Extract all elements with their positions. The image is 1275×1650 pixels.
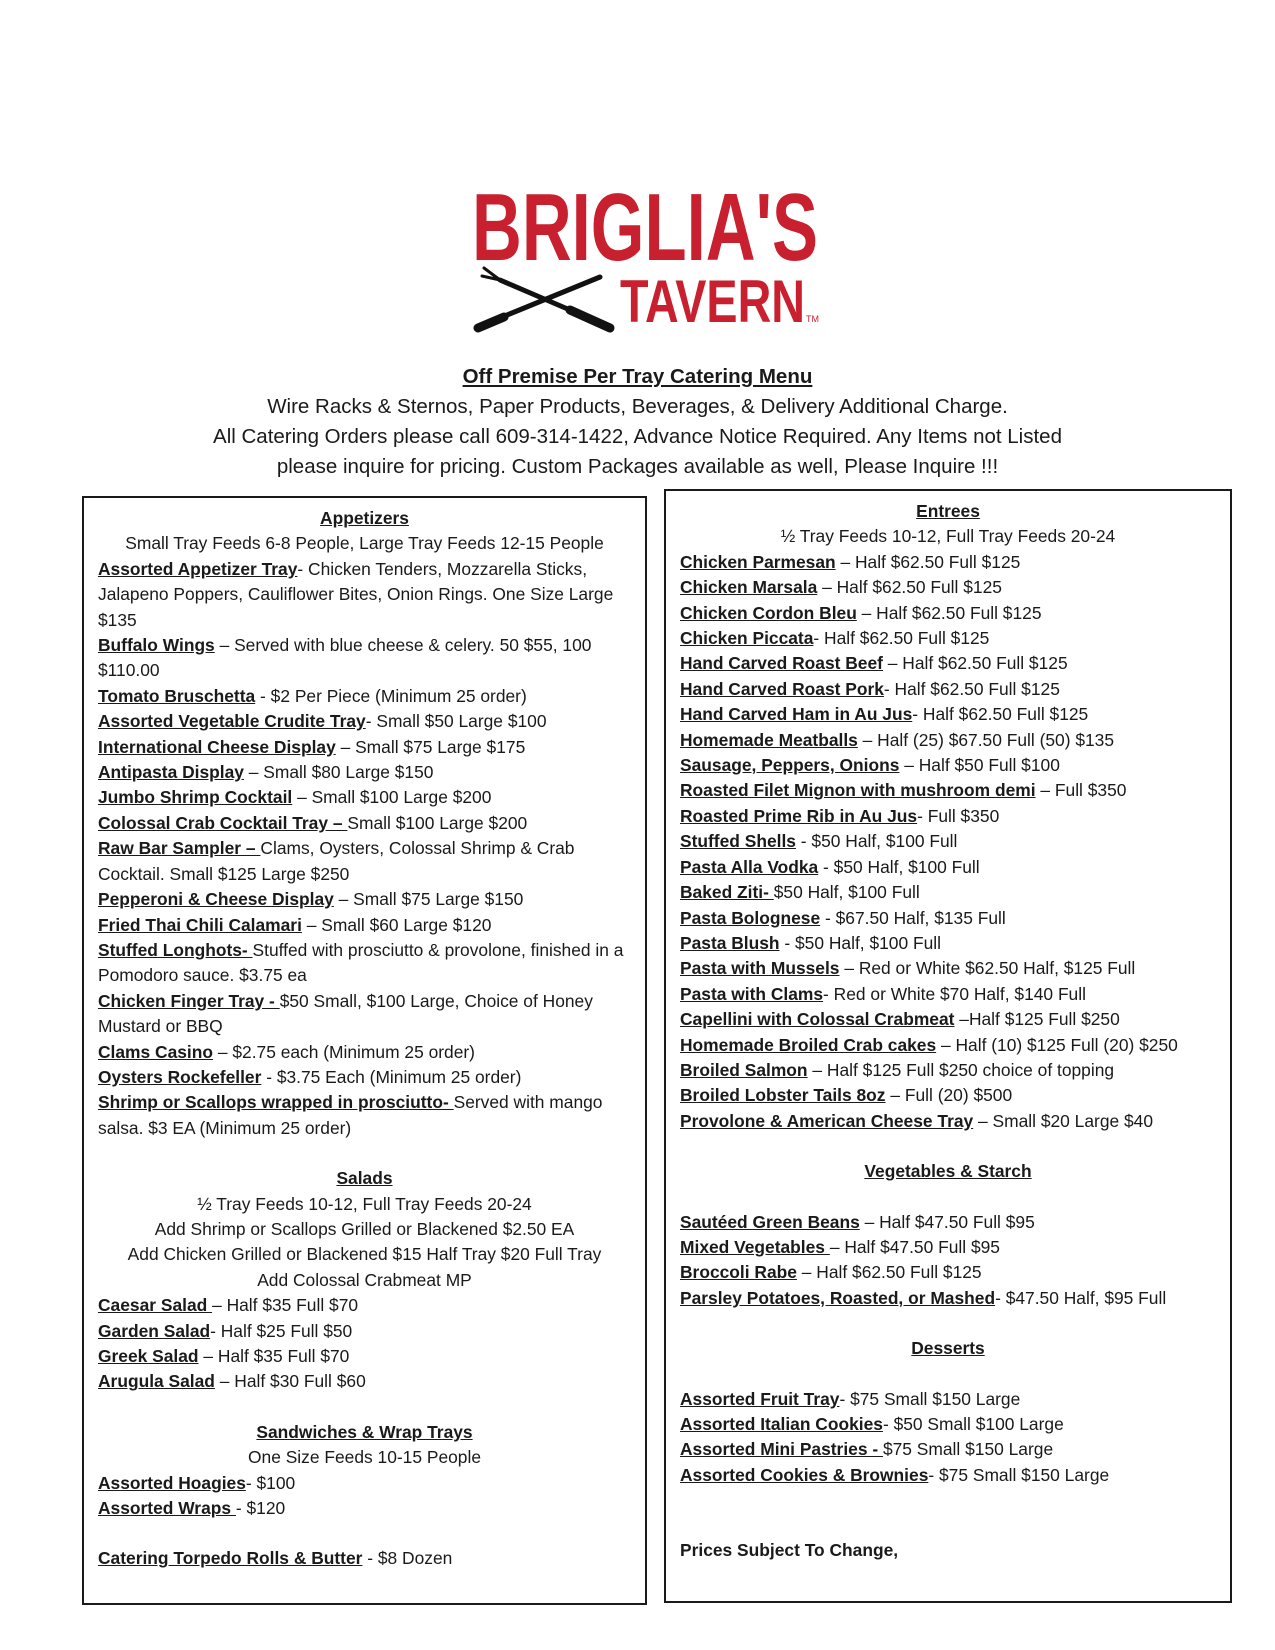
item-desc: – Red or White $62.50 Half, $125 Full bbox=[839, 958, 1136, 979]
item-desc: – Full $350 bbox=[1035, 780, 1127, 801]
list-item bbox=[98, 836, 631, 887]
list-item bbox=[98, 1040, 631, 1065]
item-desc: – Half $35 Full $70 bbox=[212, 1295, 359, 1316]
appetizers-note: Small Tray Feeds 6-8 People, Large Tray Feeds 12-15 People bbox=[125, 533, 604, 554]
list-item bbox=[98, 557, 631, 633]
list-item bbox=[680, 982, 1216, 1007]
vegetables-title: Vegetables & Starch bbox=[864, 1161, 1032, 1182]
logo-name-line2: TAVERN bbox=[620, 268, 805, 335]
item-name: Baked Ziti- bbox=[680, 882, 774, 903]
list-item bbox=[680, 550, 1216, 575]
list-item bbox=[680, 753, 1216, 778]
item-name: Broccoli Rabe bbox=[680, 1262, 797, 1283]
item-desc: - Half $25 Full $50 bbox=[210, 1320, 353, 1341]
item-name: Roasted Filet Mignon with mushroom demi bbox=[680, 780, 1036, 801]
list-item bbox=[680, 1412, 1216, 1437]
item-desc: – Half $62.50 Full $125 bbox=[835, 551, 1021, 572]
item-name: Pasta Blush bbox=[680, 932, 780, 953]
list-item bbox=[680, 1058, 1216, 1083]
sandwiches-title: Sandwiches & Wrap Trays bbox=[256, 1421, 473, 1442]
list-item bbox=[680, 1260, 1216, 1285]
item-desc: – Half $47.50 Full $95 bbox=[859, 1211, 1035, 1232]
list-item bbox=[680, 1083, 1216, 1108]
item-desc: – Small $75 Large $150 bbox=[333, 889, 524, 910]
item-desc: - $67.50 Half, $135 Full bbox=[820, 907, 1006, 928]
item-desc: – Small $80 Large $150 bbox=[243, 762, 434, 783]
item-name: Chicken Parmesan bbox=[680, 551, 836, 572]
item-name: Shrimp or Scallops wrapped in prosciutto- bbox=[98, 1092, 454, 1113]
list-item bbox=[680, 931, 1216, 956]
right-menu-column bbox=[664, 489, 1232, 1603]
logo-name-line1: BRIGLIA'S bbox=[472, 174, 818, 281]
item-desc: – Small $20 Large $40 bbox=[973, 1110, 1154, 1131]
header-line-1: Wire Racks & Sternos, Paper Products, Beverages, & Delivery Additional Charge. bbox=[267, 395, 1008, 418]
entrees-note: ½ Tray Feeds 10-12, Full Tray Feeds 20-24 bbox=[780, 526, 1116, 547]
item-name: Homemade Meatballs bbox=[680, 729, 858, 750]
item-name: Jumbo Shrimp Cocktail bbox=[98, 787, 293, 808]
item-desc: – Served with blue cheese & celery. 50 $55, 100 $110.00 bbox=[98, 635, 592, 681]
item-desc: – Small $60 Large $120 bbox=[301, 914, 492, 935]
item-name: Hand Carved Ham in Au Jus bbox=[680, 704, 913, 725]
item-name: Assorted Appetizer Tray bbox=[98, 558, 298, 579]
item-name: Chicken Piccata bbox=[680, 628, 814, 649]
item-desc: Served with mango salsa. $3 EA (Minimum 25 order) bbox=[98, 1092, 603, 1138]
item-name: International Cheese Display bbox=[98, 736, 336, 757]
item-desc: $50 Small, $100 Large, Choice of Honey Mustard or BBQ bbox=[98, 990, 593, 1037]
list-item bbox=[680, 1463, 1216, 1488]
item-name: Pasta with Mussels bbox=[680, 958, 840, 979]
list-item bbox=[98, 989, 631, 1040]
item-name: Garden Salad bbox=[98, 1320, 211, 1341]
list-item bbox=[98, 1471, 631, 1496]
item-name: Pasta Bolognese bbox=[680, 907, 821, 928]
item-name: Capellini with Colossal Crabmeat bbox=[680, 1009, 955, 1030]
salads-list bbox=[98, 1293, 631, 1395]
list-item bbox=[98, 735, 631, 760]
item-name: Antipasta Display bbox=[98, 762, 244, 783]
list-item bbox=[98, 1369, 631, 1394]
item-name: Pasta Alla Vodka bbox=[680, 856, 819, 877]
list-item bbox=[680, 728, 1216, 753]
item-name: Stuffed Shells bbox=[680, 831, 796, 852]
list-item bbox=[98, 1065, 631, 1090]
item-name: Provolone & American Cheese Tray bbox=[680, 1110, 974, 1131]
item-name: Caesar Salad bbox=[98, 1295, 213, 1316]
item-desc: – Small $75 Large $175 bbox=[335, 736, 526, 757]
list-item bbox=[98, 1546, 631, 1571]
brand-logo bbox=[470, 172, 825, 347]
entrees-list bbox=[680, 550, 1216, 1134]
page-title: Off Premise Per Tray Catering Menu bbox=[462, 365, 813, 388]
item-name: Sausage, Peppers, Onions bbox=[680, 755, 900, 776]
list-item bbox=[680, 778, 1216, 803]
list-item bbox=[680, 651, 1216, 676]
item-desc: Clams, Oysters, Colossal Shrimp & Crab Cocktail. Small $125 Large $250 bbox=[98, 838, 575, 884]
item-desc: - Red or White $70 Half, $140 Full bbox=[823, 983, 1086, 1004]
item-name: Fried Thai Chili Calamari bbox=[98, 914, 302, 935]
list-item bbox=[98, 811, 631, 836]
item-desc: - $50 Half, $100 Full bbox=[818, 856, 980, 877]
item-name: Chicken Cordon Bleu bbox=[680, 602, 857, 623]
item-desc: – Half $62.50 Full $125 bbox=[882, 653, 1068, 674]
item-desc: – Half $47.50 Full $95 bbox=[829, 1236, 1000, 1257]
list-item bbox=[98, 1319, 631, 1344]
list-item bbox=[680, 1033, 1216, 1058]
item-name: Assorted Vegetable Crudite Tray bbox=[98, 711, 366, 732]
item-desc: – Full (20) $500 bbox=[885, 1085, 1013, 1106]
item-desc: - $75 Small $150 Large bbox=[928, 1464, 1110, 1485]
salads-note: ½ Tray Feeds 10-12, Full Tray Feeds 20-24 bbox=[197, 1193, 532, 1214]
item-name: Parsley Potatoes, Roasted, or Mashed bbox=[680, 1287, 996, 1308]
list-item bbox=[680, 855, 1216, 880]
item-desc: $50 Half, $100 Full bbox=[773, 882, 920, 903]
item-name: Tomato Bruschetta bbox=[98, 685, 256, 706]
item-name: Assorted Cookies & Brownies bbox=[680, 1464, 929, 1485]
item-desc: - $50 Small $100 Large bbox=[882, 1414, 1064, 1434]
salads-note: Add Shrimp or Scallops Grilled or Blackened $2.50 EA bbox=[154, 1218, 575, 1239]
list-item bbox=[680, 1210, 1216, 1235]
item-name: Assorted Fruit Tray bbox=[680, 1388, 840, 1409]
item-desc: – Half (25) $67.50 Full (50) $135 bbox=[857, 729, 1115, 750]
list-item bbox=[680, 956, 1216, 981]
item-desc: – Small $100 Large $200 bbox=[292, 787, 492, 808]
list-item bbox=[98, 913, 631, 938]
item-desc: - $75 Small $150 Large bbox=[839, 1388, 1021, 1409]
header-line-2: All Catering Orders please call 609-314-1422, Advance Notice Required. Any Items not Listed bbox=[213, 425, 1062, 448]
list-item bbox=[680, 1007, 1216, 1032]
entrees-title: Entrees bbox=[916, 501, 980, 521]
list-item bbox=[680, 829, 1216, 854]
item-name: Assorted Mini Pastries - bbox=[680, 1439, 883, 1460]
item-desc: - $8 Dozen bbox=[362, 1548, 453, 1569]
item-desc: $75 Small $150 Large bbox=[882, 1439, 1054, 1460]
item-desc: - $100 bbox=[245, 1472, 296, 1493]
list-item bbox=[680, 677, 1216, 702]
salads-note: Add Colossal Crabmeat MP bbox=[257, 1269, 472, 1290]
item-name: Assorted Italian Cookies bbox=[680, 1414, 883, 1434]
item-desc: – Half $50 Full $100 bbox=[899, 755, 1060, 776]
item-desc: – Half $30 Full $60 bbox=[214, 1371, 366, 1392]
item-name: Buffalo Wings bbox=[98, 635, 215, 656]
list-item bbox=[98, 1090, 631, 1141]
item-desc: - Half $62.50 Full $125 bbox=[813, 628, 990, 649]
item-desc: - Half $62.50 Full $125 bbox=[883, 678, 1060, 699]
list-item bbox=[680, 1109, 1216, 1134]
list-item bbox=[98, 684, 631, 709]
appetizers-list bbox=[98, 557, 631, 1141]
list-item bbox=[98, 1496, 631, 1521]
list-item bbox=[680, 1235, 1216, 1260]
list-item bbox=[98, 709, 631, 734]
left-menu-column bbox=[82, 496, 647, 1605]
item-desc: - Full $350 bbox=[917, 805, 1000, 826]
item-name: Broiled Salmon bbox=[680, 1059, 808, 1080]
item-name: Catering Torpedo Rolls & Butter bbox=[98, 1548, 363, 1569]
item-desc: - $120 bbox=[235, 1498, 286, 1519]
item-name: Assorted Wraps bbox=[98, 1498, 236, 1519]
vegetables-list bbox=[680, 1210, 1216, 1312]
item-desc: - $2 Per Piece (Minimum 25 order) bbox=[255, 685, 527, 706]
item-name: Greek Salad bbox=[98, 1346, 199, 1366]
item-name: Arugula Salad bbox=[98, 1371, 215, 1392]
list-item bbox=[98, 1344, 631, 1369]
prices-note: Prices Subject To Change, bbox=[680, 1540, 899, 1561]
list-item bbox=[680, 880, 1216, 905]
sandwiches-note: One Size Feeds 10-15 People bbox=[248, 1447, 481, 1468]
item-name: Oysters Rockefeller bbox=[98, 1066, 262, 1087]
item-name: Hand Carved Roast Beef bbox=[680, 653, 883, 674]
list-item bbox=[98, 887, 631, 912]
desserts-list bbox=[680, 1387, 1216, 1489]
item-name: Broiled Lobster Tails 8oz bbox=[680, 1085, 886, 1106]
item-desc: Small $100 Large $200 bbox=[347, 812, 528, 833]
list-item bbox=[680, 702, 1216, 727]
item-name: Homemade Broiled Crab cakes bbox=[680, 1034, 937, 1055]
menu-header bbox=[120, 362, 1155, 482]
sandwiches-list bbox=[98, 1471, 631, 1522]
list-item bbox=[98, 938, 631, 989]
item-name: Stuffed Longhots- bbox=[98, 939, 253, 960]
item-desc: – Half $35 Full $70 bbox=[198, 1346, 350, 1366]
item-desc: – Half (10) $125 Full (20) $250 bbox=[936, 1034, 1178, 1055]
salads-note: Add Chicken Grilled or Blackened $15 Half Tray $20 Full Tray bbox=[127, 1244, 602, 1265]
list-item bbox=[680, 1286, 1216, 1311]
item-desc: - $50 Half, $100 Full bbox=[779, 932, 941, 953]
appetizers-title: Appetizers bbox=[320, 508, 409, 528]
list-item bbox=[98, 760, 631, 785]
header-line-3: please inquire for pricing. Custom Packages available as well, Please Inquire !!! bbox=[276, 455, 999, 478]
item-name: Raw Bar Sampler – bbox=[98, 838, 261, 859]
item-desc: – Half $125 Full $250 choice of topping bbox=[807, 1059, 1115, 1080]
item-name: Pepperoni & Cheese Display bbox=[98, 889, 334, 910]
list-item bbox=[680, 906, 1216, 931]
list-item bbox=[98, 633, 631, 684]
item-desc: – Half $62.50 Full $125 bbox=[796, 1262, 982, 1283]
item-desc: - $47.50 Half, $95 Full bbox=[995, 1287, 1167, 1308]
item-desc: – Half $62.50 Full $125 bbox=[856, 602, 1042, 623]
item-name: Mixed Vegetables bbox=[680, 1236, 830, 1257]
item-name: Clams Casino bbox=[98, 1041, 214, 1062]
list-item bbox=[680, 601, 1216, 626]
item-desc: – $2.75 each (Minimum 25 order) bbox=[213, 1041, 475, 1062]
list-item bbox=[680, 804, 1216, 829]
list-item bbox=[98, 1293, 631, 1318]
item-desc: Stuffed with prosciutto & provolone, finished in a Pomodoro sauce. $3.75 ea bbox=[98, 939, 624, 986]
list-item bbox=[680, 1437, 1216, 1462]
list-item bbox=[680, 626, 1216, 651]
list-item bbox=[98, 785, 631, 810]
list-item bbox=[680, 575, 1216, 600]
item-name: Colossal Crab Cocktail Tray – bbox=[98, 812, 348, 833]
item-name: Hand Carved Roast Pork bbox=[680, 678, 884, 699]
item-name: Roasted Prime Rib in Au Jus bbox=[680, 805, 918, 826]
item-desc: – Half $62.50 Full $125 bbox=[817, 577, 1002, 598]
item-name: Assorted Hoagies bbox=[98, 1472, 246, 1493]
list-item bbox=[680, 1387, 1216, 1412]
item-name: Chicken Finger Tray - bbox=[98, 990, 280, 1011]
item-desc: - Half $62.50 Full $125 bbox=[912, 704, 1089, 725]
item-desc: - $3.75 Each (Minimum 25 order) bbox=[261, 1066, 522, 1087]
desserts-title: Desserts bbox=[911, 1338, 985, 1359]
item-name: Pasta with Clams bbox=[680, 983, 824, 1004]
logo-trademark: TM bbox=[806, 314, 819, 324]
salads-title: Salads bbox=[336, 1168, 393, 1189]
item-desc: - Small $50 Large $100 bbox=[365, 711, 547, 732]
item-desc: - $50 Half, $100 Full bbox=[795, 831, 958, 852]
item-desc: - Chicken Tenders, Mozzarella Sticks, Jalapeno Poppers, Cauliflower Bites, Onion Rings. One Size Large $135 bbox=[98, 558, 614, 630]
item-desc: –Half $125 Full $250 bbox=[954, 1009, 1120, 1030]
item-name: Chicken Marsala bbox=[680, 577, 818, 598]
item-name: Sautéed Green Beans bbox=[680, 1211, 860, 1232]
